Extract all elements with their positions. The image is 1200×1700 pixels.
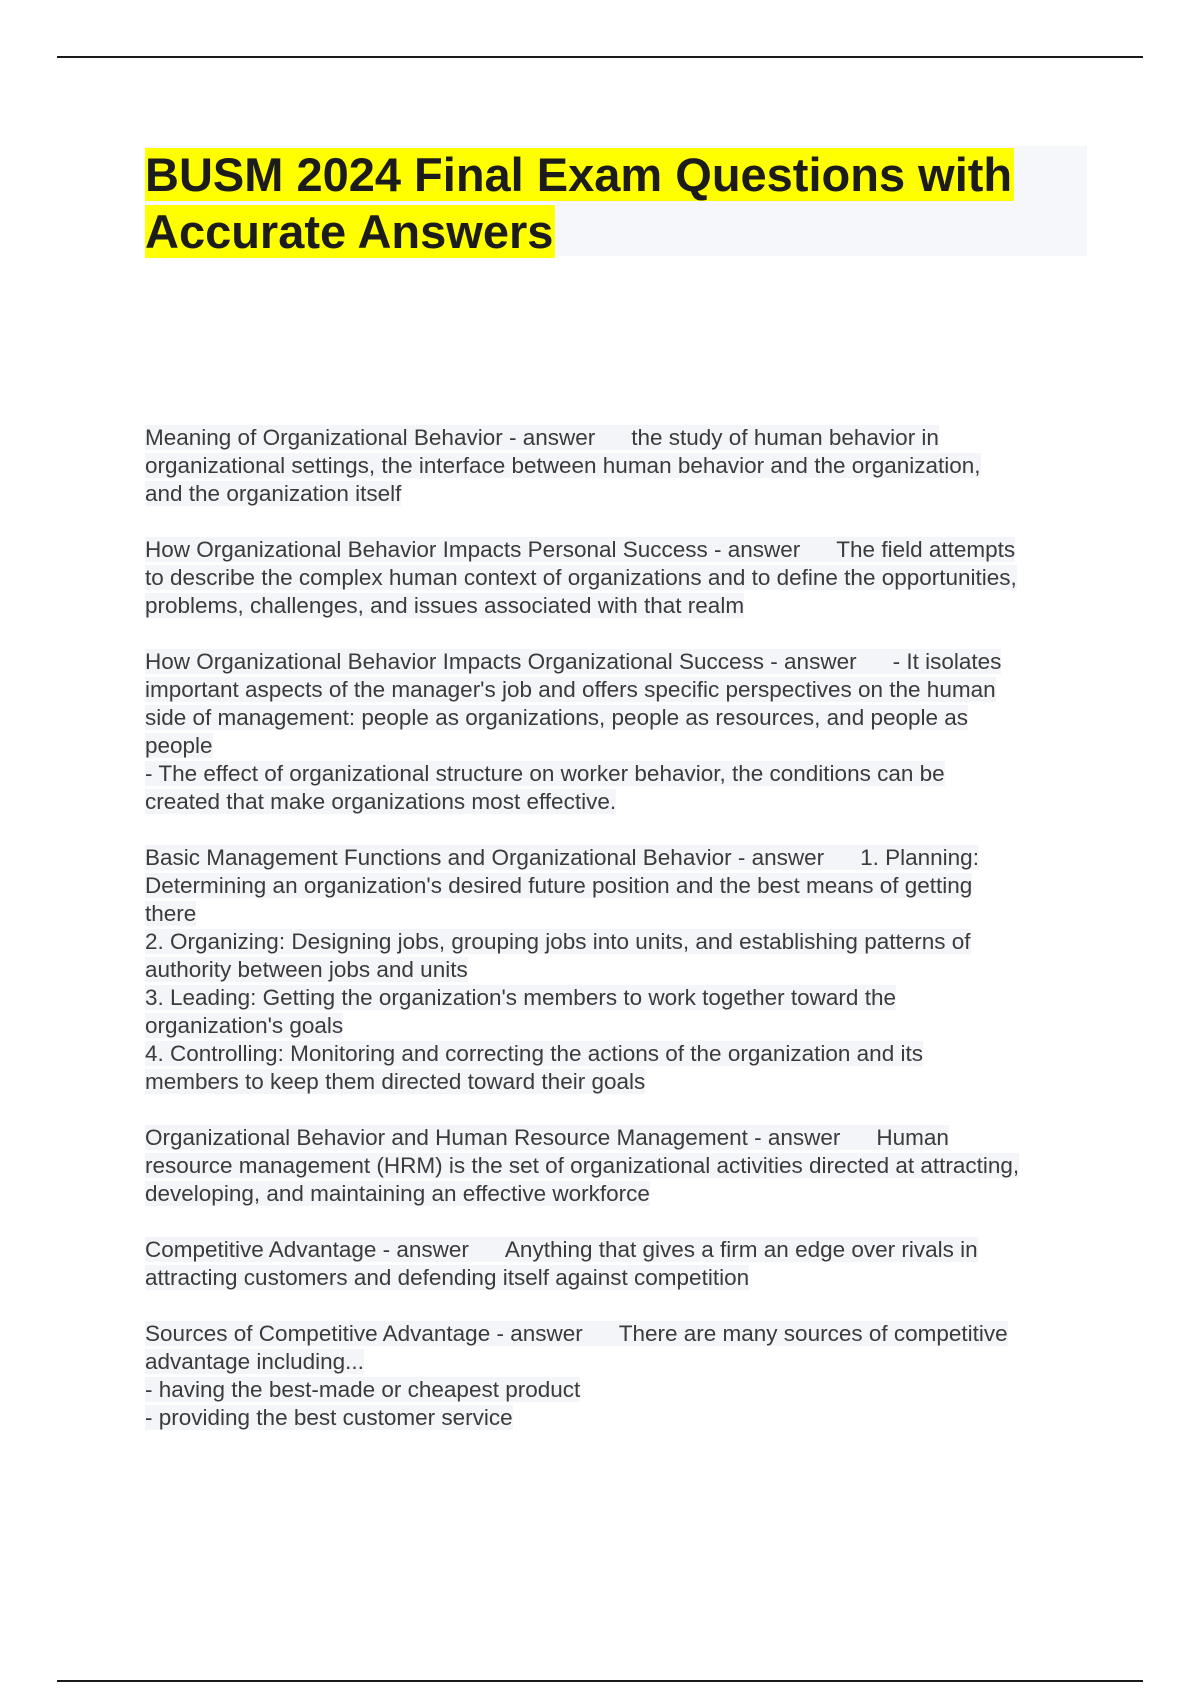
qa-answer-line: Determining an organization's desired future position and the best means of getting xyxy=(145,873,973,898)
qa-answer-line: advantage including... xyxy=(145,1349,364,1374)
document-title xyxy=(145,146,1087,260)
qa-answer-line: the study of human behavior in xyxy=(631,425,939,450)
qa-entry xyxy=(145,1320,1095,1432)
qa-entry xyxy=(145,648,1095,816)
qa-answer-line: resource management (HRM) is the set of organizational activities directed at attracting, xyxy=(145,1153,1020,1178)
title-block xyxy=(145,146,1087,256)
qa-answer-line: side of management: people as organizations, people as resources, and people as xyxy=(145,705,969,730)
qa-answer-line: problems, challenges, and issues associated with that realm xyxy=(145,593,745,618)
qa-entry xyxy=(145,1236,1095,1292)
qa-entry xyxy=(145,424,1095,508)
qa-entry xyxy=(145,844,1095,1096)
qa-term: Sources of Competitive Advantage - answer xyxy=(145,1321,583,1346)
qa-term: Competitive Advantage - answer xyxy=(145,1237,469,1262)
qa-answer-line: attracting customers and defending itself against competition xyxy=(145,1265,750,1290)
qa-entry xyxy=(145,1124,1095,1208)
title-line-2: Accurate Answers xyxy=(145,205,554,258)
qa-answer-line: to describe the complex human context of organizations and to define the opportunities, xyxy=(145,565,1017,590)
qa-term: Meaning of Organizational Behavior - answer xyxy=(145,425,596,450)
qa-answer-line: Anything that gives a firm an edge over rivals in xyxy=(504,1237,978,1262)
qa-entry xyxy=(145,536,1095,620)
qa-answer-line: - providing the best customer service xyxy=(145,1405,513,1430)
qa-list xyxy=(145,424,1095,1460)
qa-answer-line: created that make organizations most effective. xyxy=(145,789,617,814)
top-rule xyxy=(57,56,1143,58)
qa-answer-line: 3. Leading: Getting the organization's members to work together toward the xyxy=(145,985,896,1010)
qa-answer-line: people xyxy=(145,733,213,758)
qa-answer-line: 2. Organizing: Designing jobs, grouping jobs into units, and establishing patterns of xyxy=(145,929,971,954)
qa-term: How Organizational Behavior Impacts Organizational Success - answer xyxy=(145,649,857,674)
qa-term: Organizational Behavior and Human Resource Management - answer xyxy=(145,1125,841,1150)
qa-answer-line: The field attempts xyxy=(836,537,1016,562)
qa-answer-line: organizational settings, the interface between human behavior and the organization, xyxy=(145,453,981,478)
qa-term: Basic Management Functions and Organizational Behavior - answer xyxy=(145,845,825,870)
qa-answer-line: Human xyxy=(876,1125,949,1150)
title-line-1: BUSM 2024 Final Exam Questions with xyxy=(145,148,1013,201)
qa-answer-line: There are many sources of competitive xyxy=(618,1321,1008,1346)
qa-answer-line: there xyxy=(145,901,197,926)
qa-answer-line: important aspects of the manager's job and offers specific perspectives on the human xyxy=(145,677,996,702)
qa-answer-line: developing, and maintaining an effective workforce xyxy=(145,1181,650,1206)
qa-term: How Organizational Behavior Impacts Personal Success - answer xyxy=(145,537,801,562)
qa-answer-line: authority between jobs and units xyxy=(145,957,468,982)
qa-answer-line: 4. Controlling: Monitoring and correcting the actions of the organization and its xyxy=(145,1041,923,1066)
qa-answer-line: organization's goals xyxy=(145,1013,344,1038)
qa-answer-line: and the organization itself xyxy=(145,481,402,506)
qa-answer-line: - The effect of organizational structure on worker behavior, the conditions can be xyxy=(145,761,945,786)
qa-answer-line: members to keep them directed toward their goals xyxy=(145,1069,646,1094)
bottom-rule xyxy=(57,1680,1143,1682)
qa-answer-line: - It isolates xyxy=(892,649,1002,674)
qa-answer-line: 1. Planning: xyxy=(860,845,979,870)
qa-answer-line: - having the best-made or cheapest product xyxy=(145,1377,581,1402)
